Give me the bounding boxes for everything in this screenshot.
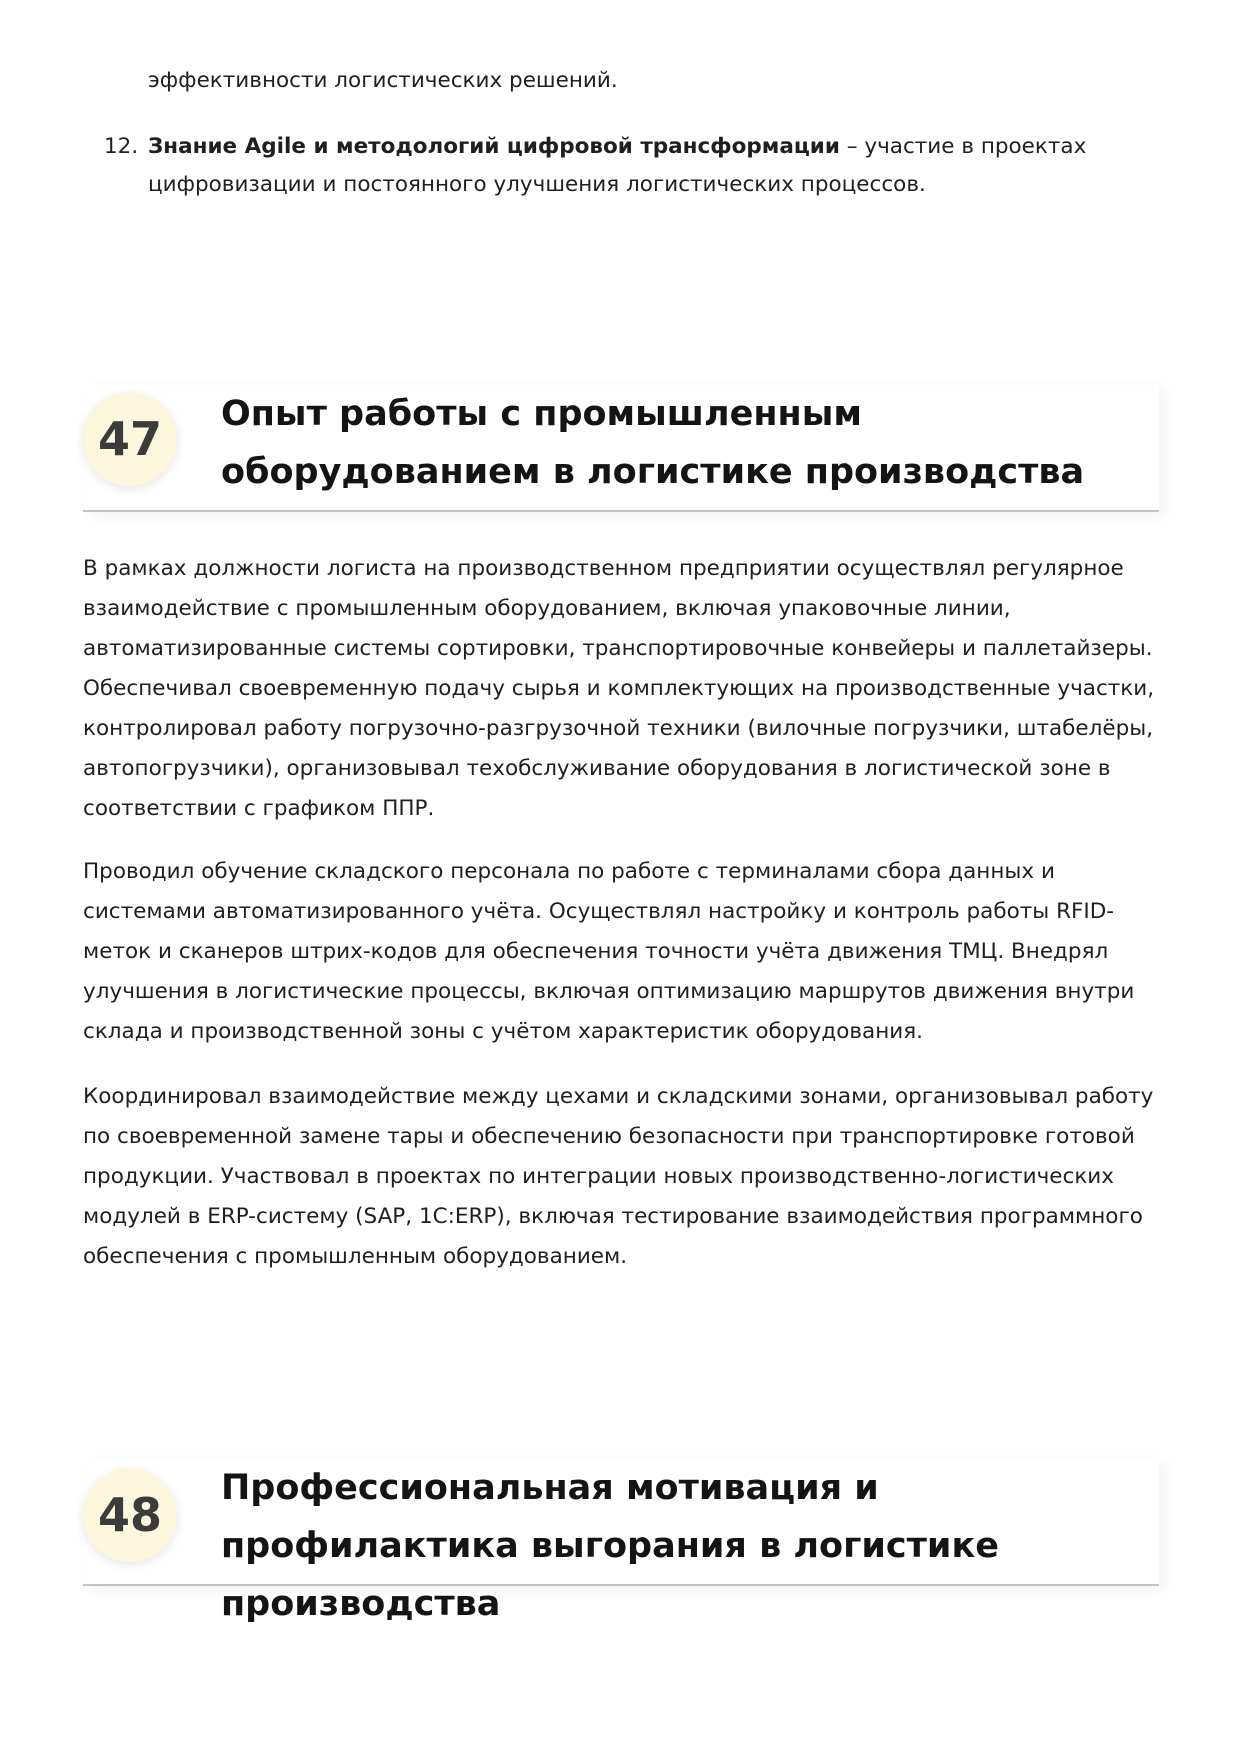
section-title: Профессиональная мотивация и профилактика выгорания в логистике производства (221, 1468, 999, 1624)
list-item-continuation: эффективности логистических решений. (148, 68, 618, 93)
section-47-paragraph-2: Проводил обучение складского персонала по работе с терминалами сбора данных и системами автоматизированного учёта. Осуществлял настройку и контроль работы RFID-меток и сканеров штрих-кодов для обеспечения точности учёта движения ТМЦ. Внедрял улучшения в логистические процессы, включая оптимизацию маршрутов движения внутри склада и производственной зоны с учётом характеристик оборудования. (83, 859, 1135, 1044)
section-47-paragraph-1: В рамках должности логиста на производственном предприятии осуществлял регулярное взаимодействие с промышленным оборудованием, включая упаковочные линии, автоматизированные системы сортировки, транспортировочные конвейеры и паллетайзеры. Обеспечивал своевременную подачу сырья и комплектующих на производственные участки, контролировал работу погрузочно-разгрузочной техники (вилочные погрузчики, штабелёры, автопогрузчики), организовывал техобслуживание оборудования в логистической зоне в соответствии с графиком ППР. (83, 556, 1155, 821)
list-item-text: – участие в проектах цифровизации и постоянного улучшения логистических процессов. (148, 134, 1087, 197)
list-item-bold-lead: Знание Agile и методологий цифровой трансформации (148, 134, 840, 159)
section-title: Опыт работы с промышленным оборудованием в логистике производства (221, 394, 1085, 492)
section-47-paragraph-3: Координировал взаимодействие между цехами и складскими зонами, организовывал работу по своевременной замене тары и обеспечению безопасности при транспортировке готовой продукции. Участвовал в проектах по интеграции новых производственно-логистических модулей в ERP-систему (SAP, 1С:ERP), включая тестирование взаимодействия программного обеспечения с промышленным оборудованием. (83, 1084, 1154, 1269)
section-number-badge: 48 (83, 1468, 177, 1562)
list-item-body (148, 128, 1148, 204)
section-header-47 (83, 385, 1159, 512)
section-header-48 (83, 1459, 1159, 1624)
list-item-number: 12. (104, 134, 139, 159)
section-number-badge: 47 (83, 392, 177, 486)
